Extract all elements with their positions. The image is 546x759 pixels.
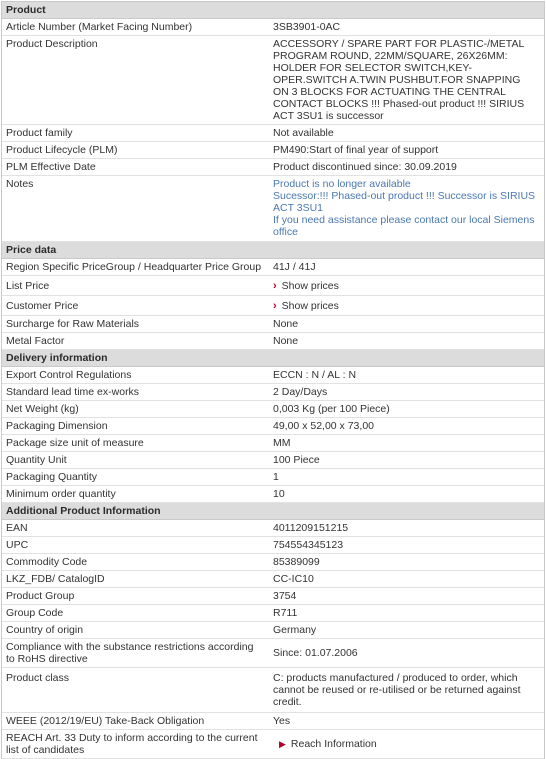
value: Not available: [273, 127, 334, 139]
label: UPC: [6, 539, 29, 551]
value: [269, 730, 544, 758]
value: 754554345123: [273, 539, 344, 551]
label: Packaging Quantity: [6, 471, 98, 483]
value: PM490:Start of final year of support: [273, 144, 439, 156]
label: Surcharge for Raw Materials: [6, 318, 140, 330]
label: PLM Effective Date: [6, 161, 96, 173]
value: Since: 01.07.2006: [273, 647, 358, 659]
label: EAN: [6, 522, 28, 534]
label: Group Code: [6, 607, 64, 619]
value: 1: [273, 471, 279, 483]
list-price-show-prices-link[interactable]: Show prices: [281, 280, 339, 292]
value: ECCN : N / AL : N: [273, 369, 357, 381]
label: WEEE (2012/19/EU) Take-Back Obligation: [6, 715, 205, 727]
value: R711: [273, 607, 298, 619]
value: 3SB3901-0AC: [273, 21, 341, 33]
value: None: [273, 335, 299, 347]
label: Package size unit of measure: [6, 437, 144, 449]
value: ACCESSORY / SPARE PART FOR PLASTIC-/METAL PROGRAM ROUND, 22MM/SQUARE, 26X26MM: HOLDER FOR SELECTOR SWITCH,KEY-OPER.SWITCH A.TWIN PUSHBUT.FOR SNAPPING ON 3 BLOCKS FOR ACTUATING THE CENTRAL CONTACT BLOCKS !!! Phased-out product !!! SIRIUS ACT 3SU1 is successor: [273, 38, 525, 122]
label: Quantity Unit: [6, 454, 67, 466]
row-ean: [2, 520, 544, 537]
section-delivery: Delivery information: [2, 350, 544, 367]
row-weee: [2, 713, 544, 730]
label: Compliance with the substance restrictions according to RoHS directive: [6, 641, 254, 665]
value: 0,003 Kg (per 100 Piece): [273, 403, 390, 415]
row-plm-effective-date: [2, 159, 544, 176]
value: [269, 176, 544, 241]
section-price: Price data: [2, 242, 544, 259]
row-lead-time: [2, 384, 544, 401]
row-catalog-id: [2, 571, 544, 588]
label: Packaging Dimension: [6, 420, 108, 432]
label: Product Description: [6, 38, 98, 50]
row-quantity-unit: [2, 452, 544, 469]
label: Region Specific PriceGroup / Headquarter Price Group: [6, 261, 262, 273]
row-product-description: [2, 36, 544, 125]
value: C: products manufactured / produced to order, which cannot be reused or re-utilised or be returned against credit.: [273, 672, 521, 708]
row-metal-factor: [2, 333, 544, 350]
value: Germany: [273, 624, 317, 636]
row-product-group: [2, 588, 544, 605]
product-data-sheet: [1, 1, 545, 759]
label: Product class: [6, 672, 70, 684]
row-export-control: [2, 367, 544, 384]
label: REACH Art. 33 Duty to inform according to the current list of candidates: [6, 732, 258, 756]
row-minimum-order: [2, 486, 544, 503]
value: [269, 276, 544, 295]
row-notes: [2, 176, 544, 242]
row-price-group: [2, 259, 544, 276]
value: 49,00 x 52,00 x 73,00: [273, 420, 374, 432]
value: [269, 296, 544, 315]
label: Article Number (Market Facing Number): [6, 21, 193, 33]
row-customer-price: [2, 296, 544, 316]
section-product: Product: [2, 2, 544, 19]
value: Product discontinued since: 30.09.2019: [273, 161, 457, 173]
row-product-family: [2, 125, 544, 142]
value: 41J / 41J: [273, 261, 316, 273]
label: Country of origin: [6, 624, 84, 636]
customer-price-show-prices-link[interactable]: Show prices: [281, 300, 339, 312]
row-packaging-quantity: [2, 469, 544, 486]
label: Metal Factor: [6, 335, 65, 347]
row-net-weight: [2, 401, 544, 418]
value: 3754: [273, 590, 297, 602]
row-upc: [2, 537, 544, 554]
label: Customer Price: [6, 300, 79, 312]
note-successor: Sucessor:!!! Phased-out product !!! Successor is SIRIUS ACT 3SU1: [273, 190, 536, 214]
note-no-longer-available: Product is no longer available: [273, 178, 411, 190]
value: 10: [273, 488, 285, 500]
label: Commodity Code: [6, 556, 88, 568]
row-package-unit: [2, 435, 544, 452]
section-additional: Additional Product Information: [2, 503, 544, 520]
triangle-right-icon: ▶: [279, 739, 286, 749]
value: MM: [273, 437, 291, 449]
label: Net Weight (kg): [6, 403, 79, 415]
row-country-of-origin: [2, 622, 544, 639]
row-packaging-dimension: [2, 418, 544, 435]
label: LKZ_FDB/ CatalogID: [6, 573, 105, 585]
value: 4011209151215: [273, 522, 349, 534]
row-reach: [2, 730, 544, 759]
value: 2 Day/Days: [273, 386, 328, 398]
row-surcharge: [2, 316, 544, 333]
chevron-right-icon: ›: [273, 300, 277, 312]
reach-information-link[interactable]: Reach Information: [290, 738, 377, 750]
row-product-class: [2, 668, 544, 713]
row-commodity-code: [2, 554, 544, 571]
value: 85389099: [273, 556, 320, 568]
label: List Price: [6, 280, 50, 292]
value: CC-IC10: [273, 573, 314, 585]
note-contact-link[interactable]: If you need assistance please contact our local Siemens office: [273, 214, 535, 238]
label: Product Lifecycle (PLM): [6, 144, 118, 156]
value: None: [273, 318, 299, 330]
row-product-lifecycle: [2, 142, 544, 159]
chevron-right-icon: ›: [273, 280, 277, 292]
label: Minimum order quantity: [6, 488, 116, 500]
row-list-price: [2, 276, 544, 296]
row-rohs-compliance: [2, 639, 544, 668]
label: Notes: [6, 178, 34, 190]
value: 100 Piece: [273, 454, 320, 466]
row-article-number: [2, 19, 544, 36]
label: Export Control Regulations: [6, 369, 132, 381]
label: Product family: [6, 127, 73, 139]
label: Standard lead time ex-works: [6, 386, 140, 398]
row-group-code: [2, 605, 544, 622]
value: Yes: [273, 715, 291, 727]
label: Product Group: [6, 590, 75, 602]
